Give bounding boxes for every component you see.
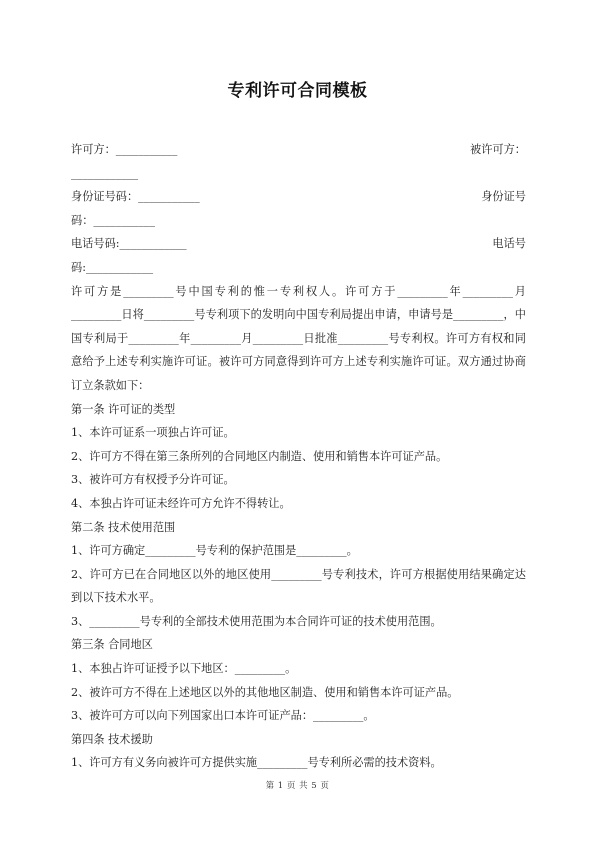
article1-item-1: 1、本许可证系一项独占许可证。 — [71, 426, 235, 440]
article3-item-2: 2、被许可方不得在上述地区以外的其他地区制造、使用和销售本许可证产品。 — [71, 685, 459, 699]
licensor-name-field: 许可方：___________ — [71, 143, 178, 156]
article1-item-4: 4、本独占许可证未经许可方允许不得转让。 — [71, 496, 291, 510]
document-body — [71, 138, 526, 775]
licensee-name-field: ____________ — [71, 166, 139, 180]
article1-item-2: 2、许可方不得在第三条所列的合同地区内制造、使用和销售本许可证产品。 — [71, 449, 448, 463]
licensee-phone-field: 码:____________ — [71, 260, 154, 274]
article2-item-3: 3、_________号专利的全部技术使用范围为本合同许可证的技术使用范围。 — [71, 614, 442, 628]
party-row-name — [71, 138, 526, 162]
licensee-name-label: 被许可方： — [470, 143, 526, 156]
article2-item-2: 2、许可方已在合同地区以外的地区使用_________号专利技术，许可方根据使用结果确定达到以下技术水平。 — [71, 567, 526, 605]
licensor-phone-field: 电话号码:____________ — [71, 237, 187, 251]
article1-item-3: 3、被许可方有权授予分许可证。 — [71, 473, 235, 487]
licensee-id-label: 身份证号 — [481, 190, 526, 204]
intro-paragraph: 许可方是_________号中国专利的惟一专利权人。许可方于_________年_________月_________日将_________号专利项下的发明向中国专利局提出申请，申请号是_________，中国专利局于_________年_________月_________日批准_________号专利权。许可方有权和同意给予上述专利实施许可证。被许可方同意得到许可方上述专利实施许可证。双方通过协商订立条款如下： — [71, 284, 526, 392]
article2-heading: 第二条 技术使用范围 — [71, 520, 176, 534]
article4-heading: 第四条 技术援助 — [71, 732, 153, 746]
document-title: 专利许可合同模板 — [227, 81, 368, 101]
article3-item-1: 1、本独占许可证授予以下地区：_________。 — [71, 662, 297, 676]
party-row-phone — [71, 232, 526, 256]
licensee-id-field: 码：___________ — [71, 213, 155, 227]
article3-item-3: 3、被许可方可以向下列国家出口本许可证产品：_________。 — [71, 709, 375, 723]
page-number-footer: 第 1 页 共 5 页 — [265, 781, 330, 791]
party-row-id — [71, 185, 526, 209]
licensee-phone-label: 电话号 — [492, 237, 526, 251]
article2-item-1: 1、许可方确定_________号专利的保护范围是_________。 — [71, 544, 358, 558]
article4-item-1: 1、许可方有义务向被许可方提供实施_________号专利所必需的技术资料。 — [71, 756, 442, 770]
licensor-id-field: 身份证号码：___________ — [71, 190, 200, 204]
article1-heading: 第一条 许可证的类型 — [71, 402, 176, 416]
article3-heading: 第三条 合同地区 — [71, 638, 153, 652]
